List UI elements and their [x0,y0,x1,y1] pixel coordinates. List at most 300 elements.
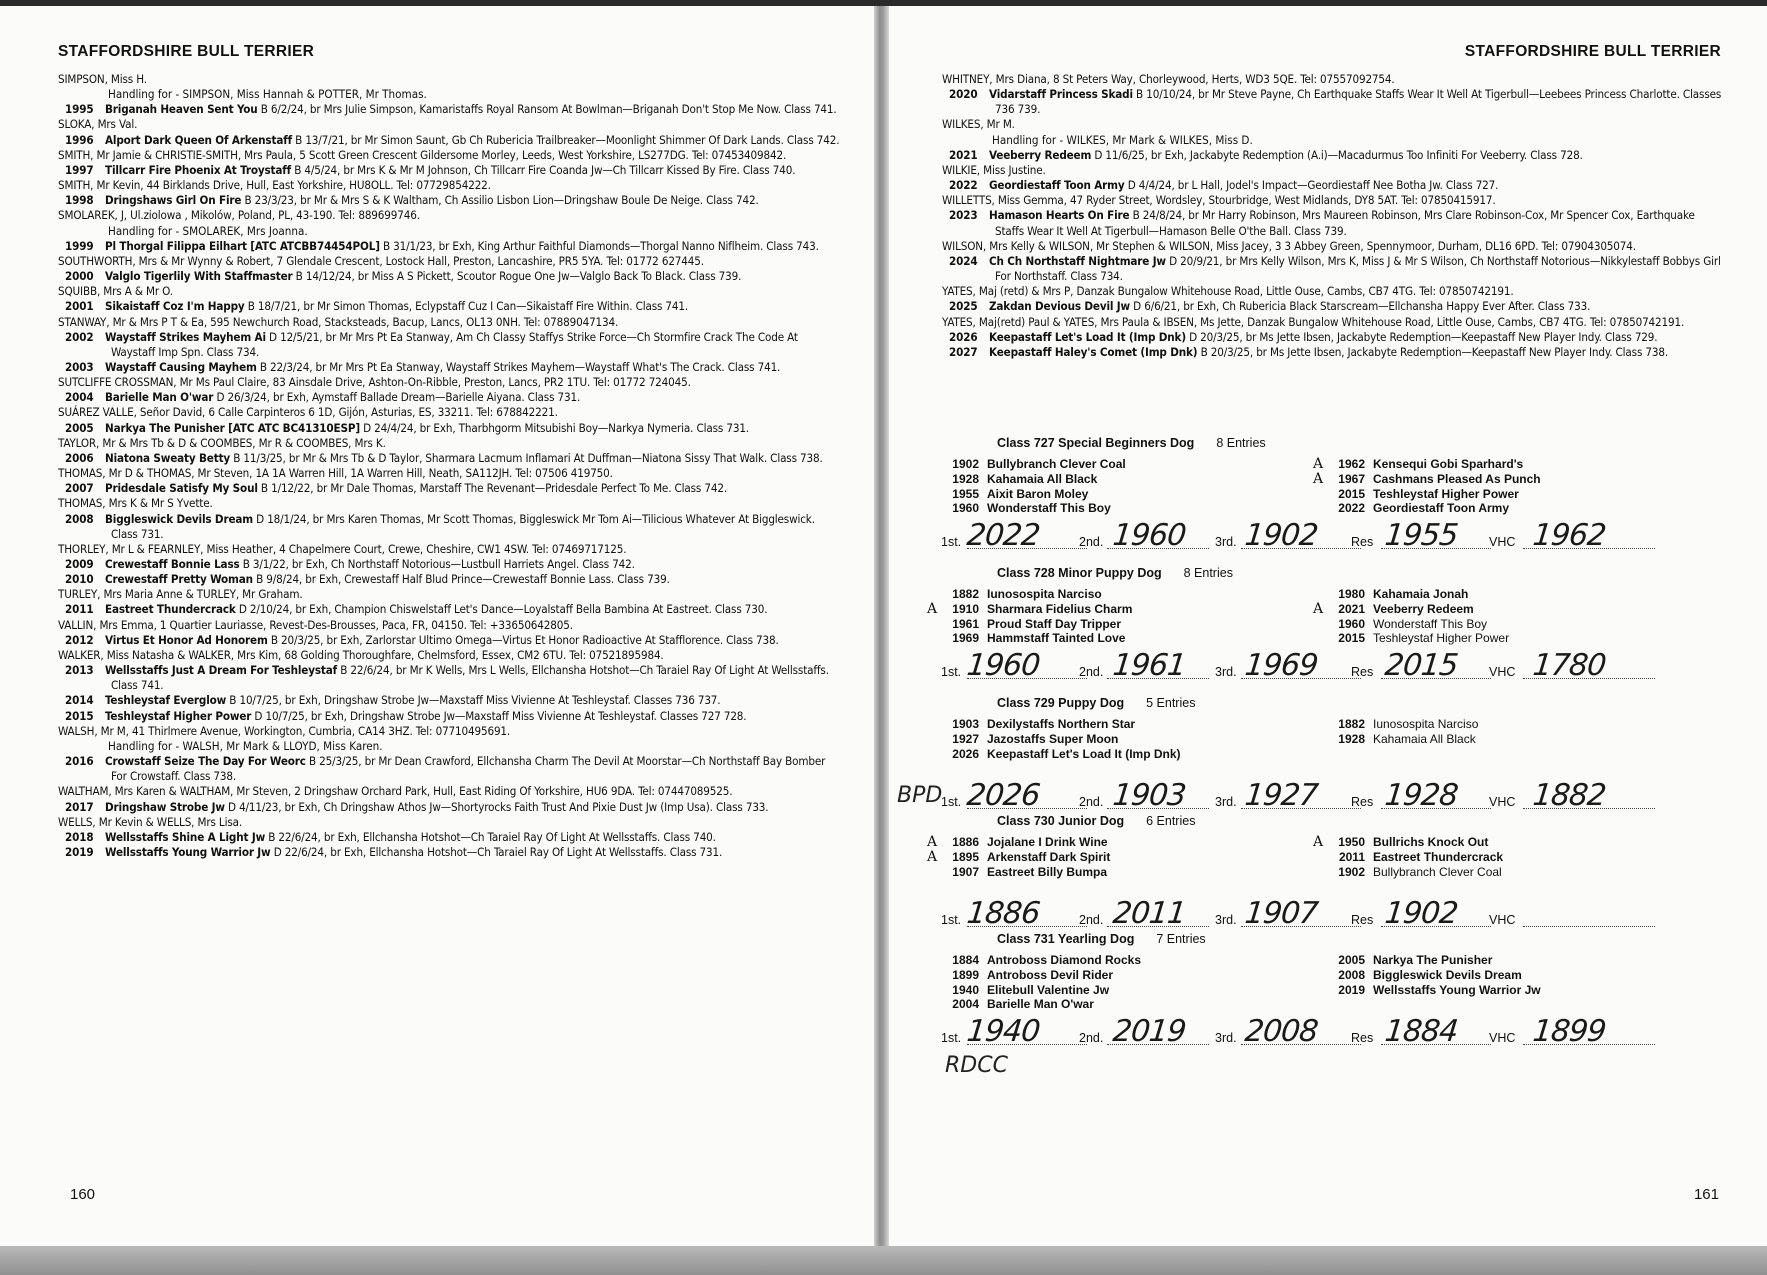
dog-details: B 3/1/22, br Exh, Ch Northstaff Notorious—Lustbull Harriets Angel. Class 742. [239,557,635,571]
page-heading: STAFFORDSHIRE BULL TERRIER [1464,43,1721,60]
dog-name: Zakdan Devious Devil Jw [989,299,1131,314]
entry-name: Dexilystaffs Northern Star [987,717,1136,731]
dog-entry [58,709,840,724]
dog-entry [942,330,1722,345]
third-place-handwritten-number: 2008 [1243,1014,1320,1049]
class-entry [941,457,1271,472]
owner-line: SMITH, Mr Jamie & CHRISTIE-SMITH, Mrs Paula, 5 Scott Green Crescent Gildersome Morley, Leeds, West Yorkshire, LS277DG. Tel: 07453409842. [58,147,787,162]
third-place-label: 3rd. [1215,1031,1237,1045]
catalogue-number: 2012 [65,632,94,647]
vhc-place-dotted-line [1523,926,1655,927]
dog-entry [58,421,840,436]
dog-details: B 14/12/24, br Miss A S Pickett, Scoutor Rogue One Jw—Valglo Back To Black. Class 739. [292,269,742,284]
catalogue-number: 2026 [949,329,978,344]
entry-number: 1980 [1338,587,1365,601]
dog-entry [58,830,840,845]
class-entry [1313,834,1657,850]
book-gutter [874,6,889,1246]
entry-name: Antroboss Devil Rider [987,967,1114,982]
class-entry [1327,487,1657,502]
reserve-place-handwritten-number: 1884 [1383,1014,1460,1049]
entry-number: 2015 [1338,631,1365,646]
catalogue-number: 2022 [949,178,978,193]
entry-number: 1928 [952,471,979,486]
dog-entry [58,330,840,360]
entry-name: Jazostaffs Super Moon [987,731,1119,746]
dog-details: B 23/3/23, br Mr & Mrs S & K Waltham, Ch Assilio Lisbon Lion—Dringshaw Boule De Neige. Class 742. [241,193,759,208]
class-entry [1327,732,1657,747]
dog-entry [58,845,840,860]
dog-name: Eastreet Thundercrack [105,602,236,617]
entry-name: Eastreet Billy Bumpa [987,864,1108,879]
second-place-label: 2nd. [1079,535,1104,549]
handling-line: Handling for - SIMPSON, Miss Hannah & POTTER, Mr Thomas. [108,87,427,102]
entry-name: Jojalane I Drink Wine [987,835,1108,849]
entry-count: 6 Entries [1146,814,1196,828]
first-place-handwritten-number: 1886 [965,896,1042,931]
entry-number: 1902 [952,457,979,471]
dog-details: B 1/12/22, br Mr Dale Thomas, Marstaff The Revenant—Pridesdale Perfect To Me. Class 742. [257,481,727,496]
reserve-place-label: Res [1351,795,1374,809]
class-entry [1327,953,1657,968]
dog-name: Alport Dark Queen Of Arkenstaff [105,132,292,147]
catalogue-number: 2001 [65,299,94,314]
right-page [889,6,1767,1246]
catalogue-number: 2018 [65,829,94,844]
dog-entry [58,163,840,178]
catalogue-number: 2007 [65,481,94,496]
entry-number: 1967 [1338,471,1365,486]
entries-column [1327,717,1657,747]
second-place-label: 2nd. [1079,665,1104,679]
entry-number: 1882 [1338,717,1365,731]
catalogue-number: 1999 [65,238,94,253]
entries-column [941,717,1271,761]
dog-name: Pridesdale Satisfy My Soul [105,481,258,496]
reserve-place-label: Res [1351,1031,1374,1045]
second-place-label: 2nd. [1079,1031,1104,1045]
dog-details: D 12/5/21, br Mr Mrs Pt Ea Stanway, Am Ch Classy Staffys Strike Force—Ch Stormfire Crack The Code At Waystaff Imp Spn. Class 734. [111,329,798,359]
catalogue-number: 2019 [65,844,94,859]
dog-name: Biggleswick Devils Dream [105,511,253,526]
class-entry [941,717,1271,732]
catalogue-number: 2003 [65,359,94,374]
owner-line: WILLETTS, Miss Gemma, 47 Ryder Street, Wordsley, Stourbridge, West Midlands, DY8 5AT. Tel: 07850415917. [942,193,1496,208]
dog-name: Teshleystaf Everglow [105,693,227,708]
dog-details: B 22/3/24, br Mr Mrs Pt Ea Stanway, Waystaff Strikes Mayhem—Waystaff What's The Crack. Class 741. [256,359,781,374]
scanner-bed [0,1246,1767,1275]
dog-entry [942,299,1722,314]
entry-number: 1899 [952,967,979,982]
handling-line: Handling for - WILKES, Mr Mark & WILKES, Miss D. [992,132,1253,147]
entry-name: Kahamaia All Black [1373,731,1476,746]
catalogue-number: 2027 [949,344,978,359]
owner-line: SOUTHWORTH, Mrs & Mr Wynny & Robert, 7 Glendale Crescent, Lostock Hall, Preston, Lancashire, PR5 5YA. Tel: 01772 627445. [58,253,704,268]
entry-number: 1886 [952,835,979,849]
owner-line: STANWAY, Mr & Mrs P T & Ea, 595 Newchurch Road, Stacksteads, Bacup, Lancs, OL13 0NH. Tel: 07889047134. [58,314,619,329]
dog-entry [942,208,1722,238]
entry-number: 2004 [952,997,979,1012]
entry-name: Bullrichs Knock Out [1373,835,1489,849]
reserve-place-handwritten-number: 2015 [1383,648,1460,683]
dog-name: Vidarstaff Princess Skadi [989,87,1133,102]
absent-mark: A [1313,456,1324,472]
dog-name: Pl Thorgal Filippa Eilhart [ATC ATCBB74454POL] [105,238,380,253]
entry-name: Barielle Man O'war [987,997,1094,1012]
class-title [997,566,1233,580]
dog-name: Keepastaff Haley's Comet (Imp Dnk) [989,344,1198,359]
entry-number: 2026 [952,746,979,761]
catalogue-number: 2011 [65,602,94,617]
third-place-label: 3rd. [1215,913,1237,927]
catalogue-number: 2006 [65,450,94,465]
third-place-label: 3rd. [1215,665,1237,679]
owner-line: THOMAS, Mrs K & Mr S Yvette. [58,496,213,511]
entry-name: Bullybranch Clever Coal [987,457,1126,471]
entry-name: Kensequi Gobi Sparhard's [1373,457,1524,471]
entry-number: 1940 [952,982,979,997]
entry-number: 1928 [1338,731,1365,746]
entry-number: 2015 [1338,486,1365,501]
entry-number: 2019 [1338,982,1365,997]
class-title [997,814,1195,828]
entry-number: 1895 [952,849,979,864]
dog-entry [942,345,1722,360]
entry-name: Arkenstaff Dark Spirit [987,849,1111,864]
owner-line: SQUIBB, Mrs A & Mr O. [58,284,173,299]
entry-number: 1903 [952,717,979,731]
class-entry [941,732,1271,747]
class-entry [1327,631,1657,646]
class-entry [941,631,1271,646]
owner-line: WALKER, Miss Natasha & WALKER, Mrs Kim, 68 Golding Thoroughfare, Chelmsford, Essex, CM2 6TU. Tel: 07521895984. [58,647,664,662]
dog-name: Wellsstaffs Young Warrior Jw [105,844,271,859]
reserve-place-handwritten-number: 1902 [1383,896,1460,931]
owner-line: WHITNEY, Mrs Diana, 8 St Peters Way, Chorleywood, Herts, WD3 5QE. Tel: 07557092754. [942,72,1395,86]
dog-details: B 10/7/25, br Exh, Dringshaw Strobe Jw—Maxstaff Miss Vivienne At Teshleystaf. Classes 736 737. [226,693,721,708]
dog-name: Dringshaws Girl On Fire [105,193,242,208]
dog-details: B 20/3/25, br Ms Jette Ibsen, Jackabyte Redemption—Keepastaff New Player Indy. Class 738. [1197,344,1669,359]
catalogue-number: 2010 [65,572,94,587]
dog-name: Virtus Et Honor Ad Honorem [105,632,268,647]
dog-details: B 20/3/25, br Exh, Zarlorstar Ultimo Omega—Virtus Et Honor Radioactive At Stafflorence. Class 738. [267,632,779,647]
absent-mark: A [1313,470,1324,487]
dog-name: Niatona Sweaty Betty [105,450,231,465]
dog-entry [58,800,840,815]
entries-column [1313,834,1657,879]
dog-name: Crowstaff Seize The Day For Weorc [105,754,306,769]
entry-number: 1907 [952,864,979,879]
dog-name: Narkya The Punisher [ATC ATC BC41310ESP] [105,420,360,435]
absent-mark: A [1313,834,1324,850]
class-entry [1327,501,1657,516]
vhc-place-handwritten-number: 1780 [1531,648,1608,683]
dog-entry [58,512,840,542]
vhc-place-label: VHC [1489,913,1516,927]
dog-name: Geordiestaff Toon Army [989,178,1125,193]
first-place-label: 1st. [941,913,962,927]
catalogue-number: 2016 [65,754,94,769]
catalogue-number: 2009 [65,557,94,571]
entry-number: 2021 [1338,601,1365,616]
dog-details: D 2/10/24, br Exh, Champion Chiswelstaff Let's Dance—Loyalstaff Bella Bambina At Eastreet. Class 730. [235,602,768,617]
class-entry [1313,600,1657,617]
class-title [997,696,1195,710]
entry-list [58,72,840,860]
catalogue-number: 2014 [65,693,94,708]
dog-entry [58,133,840,148]
class-entry [1313,470,1657,487]
entry-number: 2008 [1338,967,1365,982]
catalogue-number: 2023 [949,208,978,223]
dog-details: D 20/9/21, br Mrs Kelly Wilson, Mrs K, Miss J & Mr S Wilson, Ch Northstaff Notorious—Nikkylestaff Bobbys Girl For Northstaff. Class 734. [995,253,1721,284]
handling-line: Handling for - SMOLAREK, Mrs Joanna. [108,223,308,238]
entry-number: 1960 [1338,616,1365,631]
entry-number: 2005 [1338,953,1365,967]
entry-number: 1955 [952,486,979,501]
second-place-handwritten-number: 1960 [1111,518,1188,553]
first-place-handwritten-number: 1960 [965,648,1042,683]
entry-number: 1884 [952,953,979,967]
dog-entry [58,693,840,708]
catalogue-number: 2004 [65,390,94,405]
dog-name: Ch Ch Northstaff Nightmare Jw [989,253,1166,268]
owner-line: THORLEY, Mr L & FEARNLEY, Miss Heather, 4 Chapelmere Court, Crewe, Cheshire, CW1 4SW. Tel: 07469717125. [58,541,627,556]
class-entry [927,600,1271,617]
dog-entry [58,451,840,466]
catalogue-number: 2002 [65,329,94,344]
dog-details: B 13/7/21, br Mr Simon Saunt, Gb Ch Rubericia Trailbreaker—Moonlight Shimmer Of Dark Lands. Class 742. [291,132,840,147]
catalogue-number: 1997 [65,162,94,177]
entry-name: Kahamaia Jonah [1373,587,1469,601]
vhc-place-label: VHC [1489,535,1516,549]
class-entry [941,617,1271,632]
second-place-handwritten-number: 1903 [1111,778,1188,813]
entry-number: 2011 [1338,849,1365,864]
dog-details: B 6/2/24, br Mrs Julie Simpson, Kamaristaffs Royal Ransom At Bowlman—Briganah Don't Stop Me Now. Class 741. [257,102,837,117]
dog-entry [942,254,1722,284]
dog-details: B 31/1/23, br Exh, King Arthur Faithful Diamonds—Thorgal Nanno Niflheim. Class 743. [379,238,819,253]
class-entry [927,834,1271,850]
dog-entry [58,102,840,117]
class-entry [941,983,1271,998]
entry-count: 8 Entries [1183,566,1233,580]
dog-details: B 4/5/24, br Mrs K & Mr M Johnson, Ch Tillcarr Fire Coanda Jw—Ch Tillcarr Kissed By Fire. Class 740. [291,162,796,177]
entry-number: 1950 [1338,835,1365,849]
owner-line: YATES, Maj (retd) & Mrs P, Danzak Bungalow Whitehouse Road, Little Ouse, Cambs, CB7 4TG. Tel: 07850742191. [942,284,1514,299]
catalogue-number: 2025 [949,299,978,314]
second-place-handwritten-number: 2011 [1111,896,1188,931]
entries-column [941,953,1271,1012]
dog-details: D 4/11/23, br Exh, Ch Dringshaw Athos Jw—Shortyrocks Faith Trust And Pixie Dust Jw (Imp Usa). Class 733. [224,799,769,814]
vhc-place-label: VHC [1489,795,1516,809]
entry-name: Proud Staff Day Tripper [987,616,1122,631]
entry-name: Geordiestaff Toon Army [1373,501,1510,516]
class-entry [941,953,1271,968]
dog-entry [58,390,840,405]
second-place-label: 2nd. [1079,795,1104,809]
class-entry [1327,983,1657,998]
dog-name: Sikaistaff Coz I'm Happy [105,299,245,314]
vhc-place-handwritten-number: 1882 [1531,778,1608,813]
dog-details: D 22/6/24, br Exh, Ellchansha Hotshot—Ch Taraiel Ray Of Light At Wellsstaffs. Class 731. [270,844,723,859]
owner-line: SUÁREZ VALLE, Señor David, 6 Calle Carpinteros 6 1D, Gijón, Asturias, ES, 33211. Tel: 678842221. [58,405,558,420]
second-place-handwritten-number: 1961 [1111,648,1188,683]
dog-details: D 6/6/21, br Exh, Ch Rubericia Black Starscream—Ellchansha Happy Ever After. Class 733. [1130,299,1591,314]
first-place-handwritten-number: 2026 [965,778,1042,813]
entry-name: Bullybranch Clever Coal [1373,864,1502,879]
entry-number: 1961 [952,616,979,631]
catalogue-number: 2021 [949,147,978,162]
page-number: 160 [70,1186,96,1203]
dog-name: Crewestaff Pretty Woman [105,572,253,587]
class-entry [1327,865,1657,880]
catalogue-number: 2020 [949,87,978,102]
reserve-place-handwritten-number: 1928 [1383,778,1460,813]
first-place-label: 1st. [941,535,962,549]
dog-entry [58,754,840,784]
dog-entry [58,633,840,648]
second-place-handwritten-number: 2019 [1111,1014,1188,1049]
entry-number: 1927 [952,731,979,746]
class-entry [927,848,1271,865]
dog-name: Crewestaff Bonnie Lass [105,557,240,571]
owner-line: SUTCLIFFE CROSSMAN, Mr Ms Paul Claire, 83 Ainsdale Drive, Ashton-On-Ribble, Preston, Lancs, PR2 1TU. Tel: 01772 724045. [58,375,691,390]
class-name: Class 729 Puppy Dog [997,696,1125,710]
entry-name: Hammstaff Tainted Love [987,631,1126,646]
vhc-place-handwritten-number: 1962 [1531,518,1608,553]
owner-line: SMOLAREK, J, Ul.ziolowa , Mikolów, Poland, PL, 43-190. Tel: 889699746. [58,208,420,223]
entry-number: 1910 [952,601,979,616]
page-number: 161 [1693,1186,1719,1203]
absent-mark: A [1313,600,1324,617]
dog-details: D 10/7/25, br Exh, Dringshaw Strobe Jw—Maxstaff Miss Vivienne At Teshleystaf. Classes 727 728. [251,708,747,723]
dog-name: Veeberry Redeem [989,147,1092,162]
owner-line: TAYLOR, Mr & Mrs Tb & D & COOMBES, Mr R & COOMBES, Mrs K. [58,435,386,450]
dog-name: Dringshaw Strobe Jw [105,799,225,814]
owner-line: WILKES, Mr M. [942,117,1015,132]
first-place-handwritten-number: 1940 [965,1014,1042,1049]
catalogue-number: 2000 [65,269,94,284]
dog-details: B 25/3/25, br Mr Dean Crawford, Ellchansha Charm The Devil At Moorstar—Ch Northstaff Bay Bomber For Crowstaff. Class 738. [111,754,826,784]
reserve-place-label: Res [1351,913,1374,927]
entry-name: Cashmans Pleased As Punch [1373,471,1541,486]
entry-name: Veeberry Redeem [1373,601,1474,616]
reserve-place-label: Res [1351,535,1374,549]
dog-name: Teshleystaf Higher Power [105,708,252,723]
dog-details: D 26/3/24, br Exh, Aymstaff Ballade Dream—Barielle Aiyana. Class 731. [213,390,581,405]
class-title [997,932,1206,946]
owner-line: WILSON, Mrs Kelly & WILSON, Mr Stephen & WILSON, Miss Jacey, 3 3 Abbey Green, Spennymoor, Durham, DL16 6PD. Tel: 07904305074. [942,238,1636,253]
third-place-handwritten-number: 1927 [1243,778,1320,813]
catalogue-number: 2005 [65,420,94,435]
entry-name: Elitebull Valentine Jw [987,982,1110,997]
dog-name: Hamason Hearts On Fire [989,208,1130,223]
class-block [941,436,1711,556]
dog-entry [58,269,840,284]
class-entry [941,997,1271,1012]
class-entry [1327,587,1657,602]
owner-line: THOMAS, Mr D & THOMAS, Mr Steven, 1A 1A Warren Hill, 1A Warren Hill, Neath, SA112JH. Tel: 07506 419750. [58,466,613,481]
class-entry [941,968,1271,983]
owner-line: WELLS, Mr Kevin & WELLS, Mrs Lisa. [58,814,243,829]
catalogue-number: 2024 [949,253,978,268]
dog-entry [58,572,840,587]
catalogue-number: 2008 [65,511,94,526]
class-entry [941,865,1271,880]
dog-details: B 9/8/24, br Exh, Crewestaff Half Blud Prince—Crewestaff Bonnie Lass. Class 739. [252,572,670,587]
entries-column [941,457,1271,516]
catalogue-number: 1998 [65,193,94,208]
class-entry [941,501,1271,516]
dog-details: B 10/10/24, br Mr Steve Payne, Ch Earthquake Staffs Wear It Well At Tigerbull—Leebees Princess Charlotte. Classes 736 739. [995,87,1722,117]
dog-entry [942,148,1722,163]
dog-details: D 11/6/25, br Exh, Jackabyte Redemption (A.i)—Macadurmus Too Infiniti For Veeberry. Class 728. [1091,147,1583,162]
dog-entry [942,87,1722,117]
class-block [927,566,1711,686]
entry-list [942,72,1722,360]
class-entry [1327,850,1657,865]
dog-entry [58,557,840,572]
class-entry [1327,717,1657,732]
entry-number: 1882 [952,587,979,601]
class-block [897,696,1711,816]
class-name: Class 730 Junior Dog [997,814,1125,828]
page-heading: STAFFORDSHIRE BULL TERRIER [58,43,315,60]
third-place-label: 3rd. [1215,535,1237,549]
third-place-handwritten-number: 1907 [1243,896,1320,931]
vhc-place-handwritten-number: 1899 [1531,1014,1608,1049]
entry-name: Antroboss Diamond Rocks [987,953,1142,967]
second-place-label: 2nd. [1079,913,1104,927]
dog-details: D 18/1/24, br Mrs Karen Thomas, Mr Scott Thomas, Biggleswick Mr Tom Ai—Tilicious Whatever At Biggleswick. Class 731. [111,511,815,541]
absent-mark: A [927,834,938,850]
left-page [0,6,874,1246]
dog-details: D 24/4/24, br Exh, Tharbhgorm Mitsubishi Boy—Narkya Nymeria. Class 731. [359,420,749,435]
owner-line: WILKIE, Miss Justine. [942,162,1046,177]
dog-name: Keepastaff Let's Load It (Imp Dnk) [989,329,1186,344]
handwritten-award-note: RDCC [945,1053,1008,1078]
entry-name: Wonderstaff This Boy [987,501,1111,516]
handling-line: Handling for - WALSH, Mr Mark & LLOYD, Miss Karen. [108,738,383,753]
entry-name: Narkya The Punisher [1373,953,1493,967]
entry-name: Wonderstaff This Boy [1373,616,1488,631]
entry-count: 8 Entries [1216,436,1266,450]
dog-entry [58,360,840,375]
handwritten-award-note: BPD [897,783,943,808]
entries-column [1313,587,1657,646]
owner-line: YATES, Maj(retd) Paul & YATES, Mrs Paula & IBSEN, Ms Jette, Danzak Bungalow Whitehouse Road, Little Ouse, Cambs, CB7 4TG. Tel: 07850742191. [942,314,1685,329]
owner-line: WALSH, Mr M, 41 Thirlmere Avenue, Workington, Cumbria, CA14 3HZ. Tel: 07710495691. [58,723,511,738]
dog-entry [58,481,840,496]
entry-name: Wellsstaffs Young Warrior Jw [1373,982,1541,997]
dog-details: B 24/8/24, br Mr Harry Robinson, Mrs Maureen Robinson, Mrs Clare Robinson-Cox, Mr Spencer Cox, Earthquake Staffs Wear It Well At Tigerbull—Hamason Belle O'the Ball. Class 739. [995,208,1695,238]
first-place-label: 1st. [941,665,962,679]
class-entry [941,487,1271,502]
entries-column [927,834,1271,879]
dog-name: Waystaff Causing Mayhem [105,359,257,374]
entries-column [1313,456,1657,516]
owner-line: SIMPSON, Miss H. [58,72,147,86]
owner-line: VALLIN, Mrs Emma, 1 Quartier Lauriasse, Revest-Des-Brousses, Paca, FR, 04150. Tel: +33650642805. [58,617,573,632]
entry-number: 2022 [1338,501,1365,516]
class-entry [1327,617,1657,632]
owner-line: WALTHAM, Mrs Karen & WALTHAM, Mr Steven, 2 Dringshaw Orchard Park, Hull, East Riding Of Yorkshire, HU6 9DA. Tel: 07447089525. [58,784,733,799]
catalogue-number: 2013 [65,663,94,678]
entry-name: Teshleystaf Higher Power [1373,486,1519,501]
dog-entry [58,663,840,693]
entry-name: Biggleswick Devils Dream [1373,967,1522,982]
